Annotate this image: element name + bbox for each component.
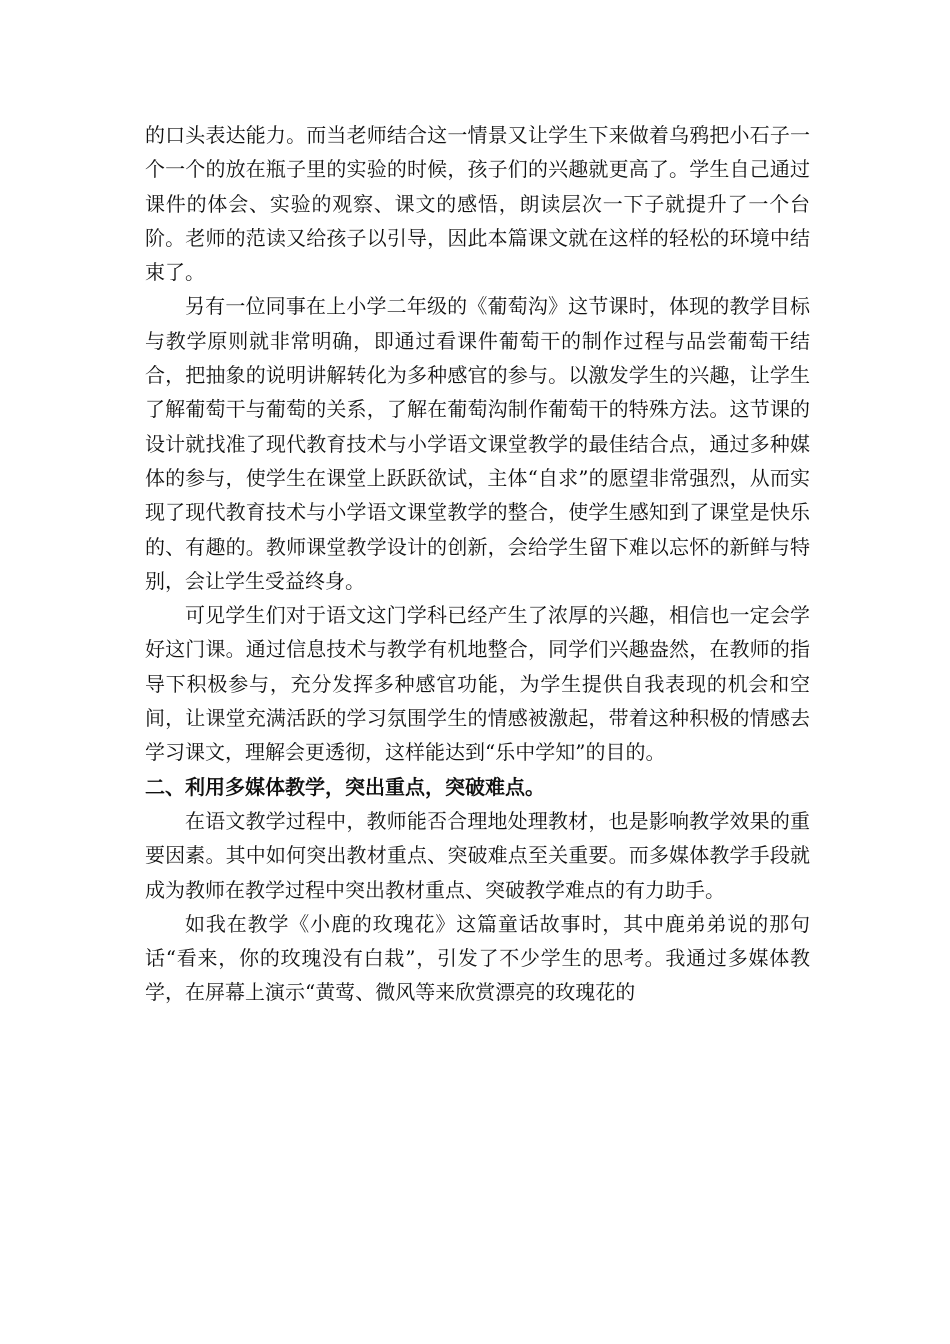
- paragraph-grape-valley: 另有一位同事在上小学二年级的《葡萄沟》这节课时，体现的教学目标与教学原则就非常明确，即通过看课件葡萄干的制作过程与品尝葡萄干结合，把抽象的说明讲解转化为多种感官的参与。以激发学生的兴趣，让学生了解葡萄干与葡萄的关系，了解在葡萄沟制作葡萄干的特殊方法。这节课的设计就找准了现代教育技术与小学语文课堂教学的最佳结合点，通过多种媒体的参与，使学生在课堂上跃跃欲试，主体“自求”的愿望非常强烈，从而实现了现代教育技术与小学语文课堂教学的整合，使学生感知到了课堂是快乐的、有趣的。教师课堂教学设计的创新，会给学生留下难以忘怀的新鲜与特别，会让学生受益终身。: [145, 294, 810, 593]
- paragraph-key-points: 在语文教学过程中，教师能否合理地处理教材，也是影响教学效果的重要因素。其中如何突出教材重点、突破难点至关重要。而多媒体教学手段就成为教师在教学过程中突出教材重点、突破教学难点的有力助手。: [145, 808, 810, 902]
- paragraph-deer-rose: 如我在教学《小鹿的玫瑰花》这篇童话故事时，其中鹿弟弟说的那句话“看来，你的玫瑰没有白栽”，引发了不少学生的思考。我通过多媒体教学，在屏幕上演示“黄莺、微风等来欣赏漂亮的玫瑰花的: [145, 911, 810, 1005]
- paragraph-interest: 可见学生们对于语文这门学科已经产生了浓厚的兴趣，相信也一定会学好这门课。通过信息技术与教学有机地整合，同学们兴趣盎然，在教师的指导下积极参与，充分发挥多种感官功能，为学生提供自我表现的机会和空间，让课堂充满活跃的学习氛围学生的情感被激起，带着这种积极的情感去学习课文，理解会更透彻，这样能达到“乐中学知”的目的。: [145, 603, 810, 765]
- document-page: [145, 118, 810, 1010]
- section-heading: 二、利用多媒体教学，突出重点，突破难点。: [145, 774, 545, 799]
- paragraph-continuation: 的口头表达能力。而当老师结合这一情景又让学生下来做着乌鸦把小石子一个一个的放在瓶子里的实验的时候，孩子们的兴趣就更高了。学生自己通过课件的体会、实验的观察、课文的感悟，朗读层次一下子就提升了一个台阶。老师的范读又给孩子以引导，因此本篇课文就在这样的轻松的环境中结束了。: [145, 123, 810, 285]
